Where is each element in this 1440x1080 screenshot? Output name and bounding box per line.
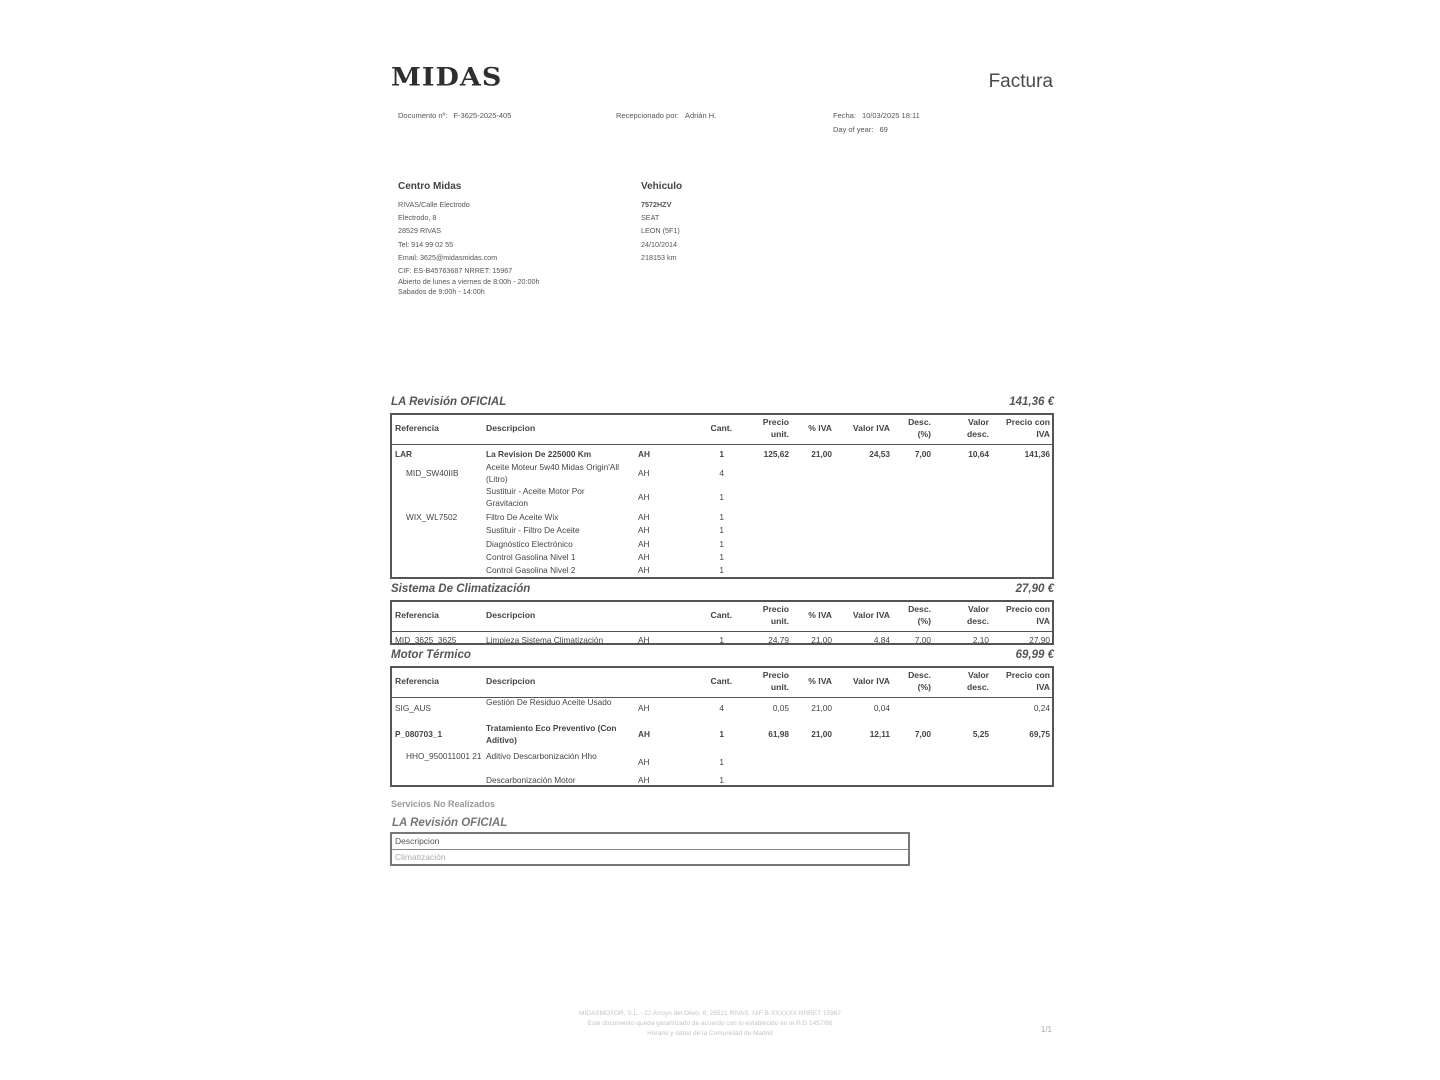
column-header-cant: Cant. — [710, 423, 732, 433]
cell-iva: 21,00 — [811, 729, 832, 739]
cell-precio: 61,98 — [768, 729, 789, 739]
footer-line: MIDASMOTOR, S.L. - C/ Arroyo del Olivo, 8, 28521 RIVAS. NIF B-XXXXXX NRRET 15967 — [579, 1010, 841, 1017]
cell-cant: 1 — [719, 565, 724, 575]
centro-line: Email: 3625@midasmidas.com — [398, 252, 498, 262]
centro-line: Sabados de 9:00h - 14:00h — [398, 287, 485, 297]
cell-tag: AH — [638, 449, 650, 459]
table-row — [392, 565, 1052, 578]
vehiculo-line: 24/10/2014 — [641, 239, 677, 249]
no-realizados-item: Climatización — [395, 852, 446, 862]
cell-ref: HHO_950011001 21 — [406, 751, 482, 761]
cell-valor-iva: 12,11 — [869, 729, 890, 739]
page-number: 1/1 — [1040, 1025, 1052, 1034]
cell-precio: 0,05 — [772, 703, 789, 713]
centro-line: CIF: ES-B45763687 NRRET: 15967 — [398, 265, 513, 275]
cell-desc-pct: 7,00 — [914, 635, 931, 645]
vehiculo-title: Vehiculo — [641, 181, 683, 192]
cell-desc: Limpieza Sistema Climatización — [486, 635, 604, 645]
cell-cant: 1 — [719, 775, 724, 785]
section-heading — [391, 396, 1054, 408]
responsable-label: Recepcionado por: — [616, 111, 679, 120]
no-realizados-header-row — [392, 834, 908, 850]
table-row — [392, 697, 1052, 721]
cell-cant: 1 — [719, 525, 724, 535]
cell-desc: Control Gasolina Nivel 2 — [486, 565, 576, 575]
column-header-cant: Cant. — [710, 676, 732, 686]
column-header-valor-iva: Valor IVA — [852, 676, 890, 686]
table-row — [392, 486, 1052, 510]
cell-tag: AH — [638, 492, 650, 502]
cell-desc: Descarbonización Motor — [486, 775, 576, 785]
section-title: Motor Térmico — [391, 649, 471, 661]
cell-tag: AH — [638, 703, 650, 713]
cell-desc: Tratamiento Eco Preventivo (Con Aditivo) — [486, 723, 617, 745]
vehiculo-plate: 7572HZV — [641, 200, 672, 209]
fecha-label: Fecha: — [833, 111, 856, 120]
column-header-ref: Referencia — [395, 423, 439, 433]
cell-valor-desc: 5,25 — [972, 729, 989, 739]
documento-label: Documento nº: — [398, 111, 448, 120]
cell-valor-desc: 10,64 — [968, 449, 989, 459]
cell-valor-desc: 2,10 — [972, 635, 989, 645]
footer-line: Este documento queda garantizado de acuerdo con lo establecido en el R.D 1457/86 — [587, 1020, 833, 1027]
column-header-ref: Referencia — [395, 676, 439, 686]
table-row — [392, 751, 1052, 775]
column-header-valor-desc: Valor desc. — [967, 604, 989, 626]
column-header-desc: Descripcion — [486, 423, 536, 433]
document-title: Factura — [988, 71, 1053, 92]
column-header-precio: Precio unit. — [762, 670, 789, 692]
cell-precio: 125,62 — [763, 449, 789, 459]
cell-tag: AH — [638, 775, 650, 785]
cell-tag: AH — [638, 539, 650, 549]
cell-precio-iva: 0,24 — [1033, 703, 1050, 713]
column-header-iva: % IVA — [808, 610, 832, 620]
cell-valor-iva: 24,53 — [869, 449, 890, 459]
documento-value: F-3625-2025-405 — [453, 111, 512, 120]
centro-details — [398, 198, 539, 297]
dayofyear-value: 69 — [879, 125, 888, 134]
no-realizados-section: LA Revisión OFICIAL — [392, 817, 508, 829]
column-header-desc-pct: Desc. (%) — [908, 670, 931, 692]
cell-tag: AH — [638, 552, 650, 562]
fecha — [833, 111, 920, 120]
column-header-valor-iva: Valor IVA — [852, 610, 890, 620]
section-total: 141,36 € — [1009, 396, 1054, 408]
cell-tag: AH — [638, 468, 650, 478]
cell-cant: 1 — [719, 635, 724, 645]
section-total: 27,90 € — [1015, 583, 1054, 595]
column-header-desc-pct: Desc. (%) — [908, 417, 931, 439]
cell-ref: P_080703_1 — [395, 729, 443, 739]
cell-desc: Sustituir - Filtro De Aceite — [486, 525, 580, 535]
cell-tag: AH — [638, 512, 650, 522]
cell-cant: 1 — [719, 539, 724, 549]
column-header-iva: % IVA — [808, 423, 832, 433]
cell-desc-pct: 7,00 — [914, 729, 931, 739]
line-items-table — [390, 600, 1054, 645]
column-header-valor-desc: Valor desc. — [967, 670, 989, 692]
footer-line: Horario y datos de la Comunidad de Madrid — [647, 1030, 773, 1037]
centro-line: RIVAS/Calle Electrodo — [398, 200, 470, 209]
cell-desc: Aceite Moteur 5w40 Midas Origin'All (Litro) — [486, 462, 620, 484]
column-header-valor-iva: Valor IVA — [852, 423, 890, 433]
cell-cant: 1 — [719, 757, 724, 767]
vehiculo-line: 218153 km — [641, 252, 677, 262]
cell-valor-iva: 0,04 — [873, 703, 890, 713]
table-row — [392, 552, 1052, 565]
column-header-cant: Cant. — [710, 610, 732, 620]
fecha-value: 10/03/2025 18:11 — [861, 111, 920, 120]
table-row — [392, 775, 1052, 788]
recepcionado-por — [616, 111, 716, 120]
cell-precio-iva: 69,75 — [1029, 729, 1050, 739]
cell-precio-iva: 27,90 — [1029, 635, 1050, 645]
cell-iva: 21,00 — [811, 449, 832, 459]
column-header-desc: Descripcion — [486, 676, 536, 686]
centro-line: Electrodo, 8 — [398, 213, 437, 223]
vehiculo-details — [641, 198, 680, 264]
cell-desc: La Revision De 225000 Km — [486, 449, 592, 459]
table-header-row — [392, 415, 1052, 445]
centro-line: Abierto de lunes a viernes de 8:00h - 20:00h — [398, 277, 540, 287]
section-heading — [391, 583, 1054, 595]
cell-ref: WIX_WL7502 — [406, 512, 458, 522]
cell-tag: AH — [638, 635, 650, 645]
cell-iva: 21,00 — [811, 703, 832, 713]
vehiculo-line: SEAT — [641, 213, 660, 223]
column-header-iva: % IVA — [808, 676, 832, 686]
cell-cant: 1 — [719, 729, 724, 739]
cell-valor-iva: 4,84 — [873, 635, 890, 645]
cell-cant: 1 — [719, 492, 724, 502]
cell-ref: LAR — [395, 449, 413, 459]
line-items-table — [390, 666, 1054, 787]
centro-line: Tel: 914 99 02 55 — [398, 239, 454, 249]
cell-desc: Aditivo Descarbonización Hho — [486, 751, 597, 761]
cell-tag: AH — [638, 729, 650, 739]
section-heading — [391, 649, 1054, 661]
no-realizados-title: Servicios No Realizados — [391, 799, 496, 809]
section-total: 69,99 € — [1015, 649, 1054, 661]
cell-cant: 4 — [719, 468, 724, 478]
cell-iva: 21,00 — [811, 635, 832, 645]
column-header-precio-iva: Precio con IVA — [1006, 604, 1050, 626]
table-row — [392, 723, 1052, 747]
table-header-row — [392, 668, 1052, 698]
midas-logo: MIDAS — [391, 62, 503, 93]
table-row — [392, 635, 1052, 647]
column-header-desc: Descripcion — [486, 610, 536, 620]
line-items-table — [390, 413, 1054, 579]
centro-line: 28529 RIVAS — [398, 226, 442, 236]
column-header-desc-pct: Desc. (%) — [908, 604, 931, 626]
table-row — [392, 539, 1052, 552]
section-title: LA Revisión OFICIAL — [391, 396, 507, 408]
cell-desc: Diagnóstico Electrónico — [486, 539, 573, 549]
cell-desc: Sustituir - Aceite Motor Por Gravitacion — [486, 486, 585, 508]
documento-number — [398, 111, 511, 120]
vehiculo-line: LEON (5F1) — [641, 226, 680, 236]
cell-desc-pct: 7,00 — [914, 449, 931, 459]
section-title: Sistema De Climatización — [391, 583, 531, 595]
table-row — [392, 462, 1052, 486]
cell-tag: AH — [638, 565, 650, 575]
cell-ref: MID_3625_3625 — [395, 635, 457, 645]
cell-tag: AH — [638, 757, 650, 767]
day-of-year — [833, 125, 888, 134]
responsable-value: Adrián H. — [684, 111, 717, 120]
cell-precio-iva: 141,36 — [1024, 449, 1050, 459]
no-realizados-header: Descripcion — [395, 836, 440, 846]
cell-ref: MID_SW40IIB — [406, 468, 459, 478]
table-row — [392, 512, 1052, 525]
cell-precio: 24,79 — [768, 635, 789, 645]
column-header-valor-desc: Valor desc. — [967, 417, 989, 439]
cell-desc: Control Gasolina Nivel 1 — [486, 552, 576, 562]
centro-title: Centro Midas — [398, 181, 462, 192]
table-header-row — [392, 602, 1052, 632]
column-header-ref: Referencia — [395, 610, 439, 620]
no-realizados-table — [390, 832, 910, 866]
column-header-precio-iva: Precio con IVA — [1006, 417, 1050, 439]
cell-ref: SIG_AUS — [395, 703, 431, 713]
cell-cant: 4 — [719, 703, 724, 713]
table-row — [392, 525, 1052, 538]
cell-desc: Filtro De Aceite Wix — [486, 512, 559, 522]
cell-cant: 1 — [719, 552, 724, 562]
cell-cant: 1 — [719, 449, 724, 459]
table-row — [392, 449, 1052, 462]
column-header-precio-iva: Precio con IVA — [1006, 670, 1050, 692]
dayofyear-label: Day of year: — [833, 125, 874, 134]
column-header-precio: Precio unit. — [762, 417, 789, 439]
cell-desc: Gestión De Residuo Aceite Usado — [486, 697, 612, 707]
column-header-precio: Precio unit. — [762, 604, 789, 626]
cell-tag: AH — [638, 525, 650, 535]
cell-cant: 1 — [719, 512, 724, 522]
